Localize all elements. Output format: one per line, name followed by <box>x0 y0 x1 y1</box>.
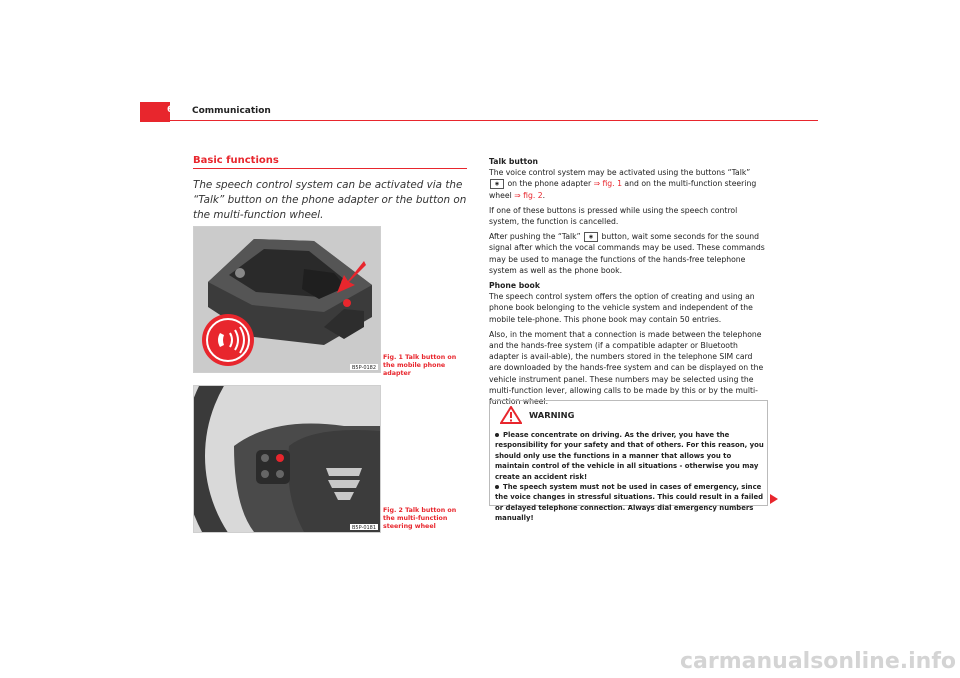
talk-p1-text-b: on the phone adapter <box>507 179 592 189</box>
talk-p3-text-b: button, wait some seconds for the sound signal after which the vocal commands may be used. These commands may be used to manage the functions of the hands-free telephone system as well as the phone book. <box>489 232 765 275</box>
header-rule <box>170 120 818 121</box>
bullet-icon <box>495 485 499 489</box>
talk-paragraph-2: If one of these buttons is pressed while using the speech control system, the function is cancelled. <box>489 205 738 227</box>
talk-heading: Talk button <box>489 157 538 166</box>
section-title: Basic functions <box>193 155 279 166</box>
talk-button-icon: ◉ <box>584 232 598 242</box>
figure-2-caption: Fig. 2 Talk button on the multi-function steering wheel <box>383 507 457 530</box>
warning-body <box>495 430 765 524</box>
fig-2-link[interactable]: ⇒ fig. 2 <box>514 190 543 200</box>
talk-p1-text-d: . <box>542 190 546 200</box>
phonebook-paragraph-1: The speech control system offers the option of creating and using an phone book belonging to the vehicle system and independent of the mobile tele-phone. This phone book may contain 50 entries. <box>489 292 755 324</box>
warning-item-text: The speech system must not be used in cases of emergency, since the voice changes in stressful situations. This could result in a failed or delayed telephone connection. Always dial emergency numbers manually! <box>495 483 764 523</box>
watermark: carmanualsonline.info <box>680 649 956 674</box>
page-number: 6 <box>167 105 174 115</box>
warning-title: WARNING <box>529 410 575 420</box>
bullet-icon <box>495 433 499 437</box>
figure-phone-adapter <box>193 226 381 373</box>
phone-adapter-illustration <box>194 227 380 372</box>
warning-item <box>495 482 765 524</box>
steering-wheel-illustration <box>194 386 380 532</box>
warning-item-text: Please concentrate on driving. As the driver, you have the responsibility for your safety and that of others. For this reason, you should only use the functions in a manner that allows you to maintain control of the vehicle in all situations - otherwise you may create an accident risk! <box>495 431 764 481</box>
figure-1-code: B5P-0182 <box>352 365 377 371</box>
phonebook-heading: Phone book <box>489 281 540 291</box>
talk-p1-text-c: and on the multi-function steering wheel <box>489 179 757 200</box>
figure-1-caption: Fig. 1 Talk button on the mobile phone adapter <box>383 354 457 377</box>
talk-button-icon: ◉ <box>490 179 504 189</box>
figure-2-code: B5P-0181 <box>352 525 377 531</box>
section-rule <box>193 168 467 169</box>
talk-paragraph-3 <box>489 231 767 276</box>
page-number-box <box>140 102 170 122</box>
warning-header <box>490 401 767 427</box>
content-column <box>489 156 767 411</box>
next-page-arrow-icon[interactable] <box>770 494 778 504</box>
talk-p1-text-a: The voice control system may be activated using the buttons “Talk” <box>489 168 751 178</box>
talk-p3-text-a: After pushing the “Talk” <box>489 232 581 242</box>
figure-steering-wheel <box>193 385 381 533</box>
section-intro: The speech control system can be activated via the “Talk” button on the phone adapter or the button on the multi-function wheel. <box>193 179 467 221</box>
talk-paragraph-1 <box>489 167 767 201</box>
warning-item <box>495 430 765 482</box>
phonebook-paragraph-2: Also, in the moment that a connection is made between the telephone and the hands-free system (if a compatible adapter or Bluetooth adapter is avail-able), the numbers stored in the telephone SIM card are downloaded by the hands-free system and can be displayed on the vehicle instrument panel. These numbers may be selected using the multi-function lever, allowing calls to be made by this or by the multi-function wheel. <box>489 329 764 407</box>
header-title: Communication <box>192 106 271 116</box>
warning-box <box>489 400 768 523</box>
fig-1-link[interactable]: ⇒ fig. 1 <box>593 179 622 189</box>
warning-triangle-icon <box>500 406 522 424</box>
